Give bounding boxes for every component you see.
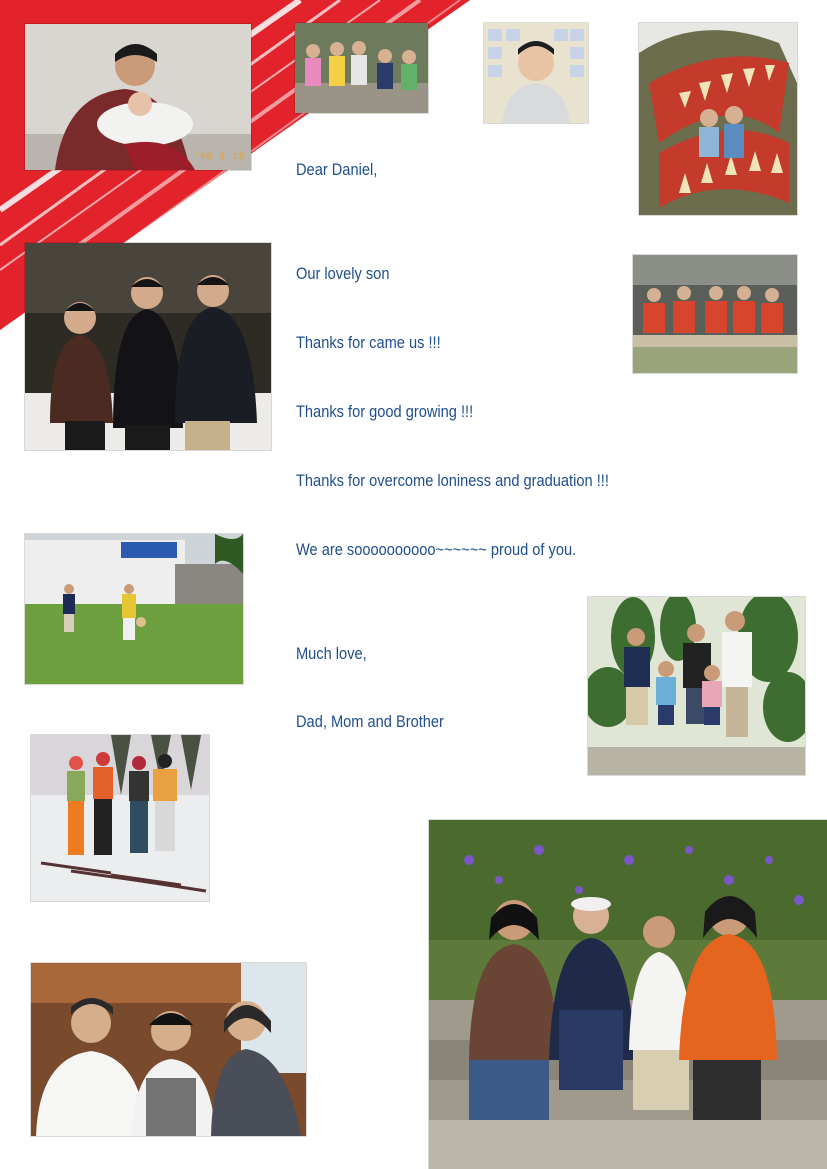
photo-family-garden — [588, 597, 805, 775]
date-stamp: '96 1 18 — [193, 152, 245, 162]
letter-line-thanks-growing: Thanks for good growing !!! — [296, 402, 474, 421]
letter-line-thanks-graduation: Thanks for overcome loniness and graduation !!! — [296, 471, 609, 490]
photo-kids-life-vests — [633, 255, 797, 373]
photo-three-boys-winter — [25, 243, 271, 450]
photo-kids-on-bench — [295, 23, 428, 113]
photo-skiers — [31, 735, 209, 901]
letter-line-thanks-came: Thanks for came us !!! — [296, 333, 441, 352]
photo-three-young-men — [31, 963, 306, 1136]
letter-signature: Dad, Mom and Brother — [296, 712, 444, 731]
photo-family-rock-wall — [429, 820, 827, 1169]
photo-soccer-field — [25, 534, 243, 684]
photo-parent-with-baby — [25, 24, 251, 170]
letter-line-proud: We are soooooooooo~~~~~~ proud of you. — [296, 540, 577, 559]
letter-line-lovely-son: Our lovely son — [296, 264, 390, 283]
photo-dinosaur-mouth — [639, 23, 797, 215]
letter-salutation: Dear Daniel, — [296, 160, 378, 179]
photo-toddler — [484, 23, 588, 123]
letter-closing: Much love, — [296, 644, 367, 663]
